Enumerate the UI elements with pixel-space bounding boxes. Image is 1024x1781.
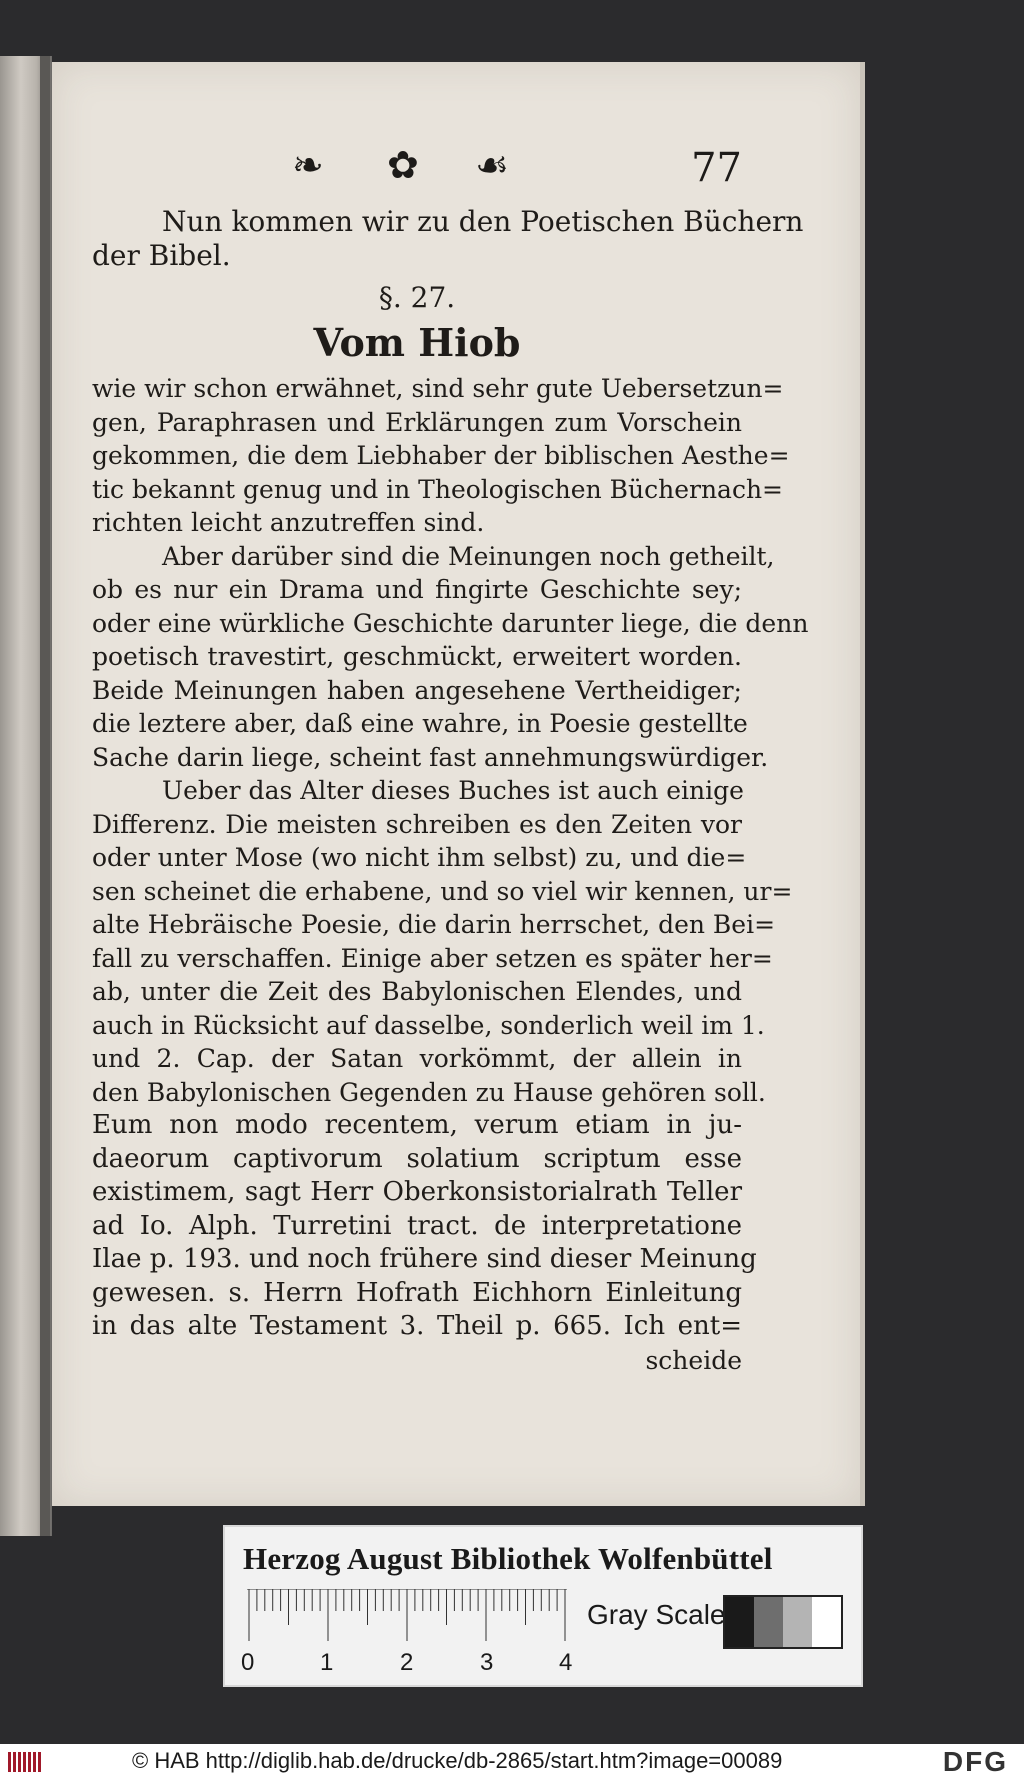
text-line: tic bekannt genug und in Theologischen Büchernach= xyxy=(92,474,784,504)
ruler-label: 4 xyxy=(559,1649,573,1676)
gray-scale-label: Gray Scale xyxy=(587,1599,726,1630)
gray-swatch xyxy=(754,1597,783,1647)
text-line: existimem, sagt Herr Oberkonsistorialrath Teller xyxy=(92,1177,742,1207)
text-line: richten leicht anzutreffen sind. xyxy=(92,508,485,537)
text-line: alte Hebräische Poesie, die darin herrschet, den Bei= xyxy=(92,910,776,939)
ruler-label: 3 xyxy=(480,1649,494,1676)
text-line: oder eine würkliche Geschichte darunter liege, die denn xyxy=(92,608,809,638)
page-text xyxy=(92,135,809,1377)
hab-logo-icon xyxy=(6,1748,46,1776)
text-line: Sache darin liege, scheint fast annehmungswürdiger. xyxy=(92,742,769,772)
library-title: Herzog August Bibliothek Wolfenbüttel xyxy=(243,1541,773,1576)
gray-swatch xyxy=(812,1597,841,1647)
text-line: den Babylonischen Gegenden zu Hause gehören soll. xyxy=(92,1077,766,1107)
copyright-link[interactable]: © HAB http://diglib.hab.de/drucke/db-2865/start.htm?image=00089 xyxy=(132,1748,783,1773)
paragraph-1 xyxy=(92,372,790,540)
text-line: Eum non modo recentem, verum etiam in ju- xyxy=(92,1110,742,1140)
text-line: ad Io. Alph. Turretini tract. de interpretatione xyxy=(92,1210,742,1241)
text-line: Aber darüber sind die Meinungen noch getheilt, xyxy=(162,541,775,571)
text-line: wie wir schon erwähnet, sind sehr gute Uebersetzun= xyxy=(92,374,784,403)
text-line: Ilae p. 193. und noch frühere sind dieser Meinung xyxy=(92,1244,757,1274)
text-line: Ueber das Alter dieses Buches ist auch einige xyxy=(162,776,744,805)
ruler-scale xyxy=(247,1589,567,1643)
text-line: gekommen, die dem Liebhaber der biblischen Aesthe= xyxy=(92,441,790,470)
ornament-icon: ❧ xyxy=(292,143,324,187)
section-number: §. 27. xyxy=(378,281,456,314)
text-line: und 2. Cap. der Satan vorkömmt, der allein in xyxy=(92,1044,742,1073)
text-line: ab, unter die Zeit des Babylonischen Elendes, und xyxy=(92,977,742,1006)
ruler-label: 2 xyxy=(400,1649,414,1676)
text-line: auch in Rücksicht auf dasselbe, sonderlich weil im 1. xyxy=(92,1010,765,1040)
text-line: Beide Meinungen haben angesehene Vertheidiger; xyxy=(92,675,742,705)
text-line: oder unter Mose (wo nicht ihm selbst) zu, und die= xyxy=(92,843,747,872)
ornament-icon: ☙ xyxy=(475,143,510,187)
text-line: Differenz. Die meisten schreiben es den Zeiten vor xyxy=(92,809,742,839)
ruler-label: 0 xyxy=(241,1649,255,1676)
latin-quote xyxy=(92,1109,757,1344)
text-line: gewesen. s. Herrn Hofrath Eichhorn Einleitung xyxy=(92,1277,742,1308)
text-line: gen, Paraphrasen und Erklärungen zum Vorschein xyxy=(92,407,742,437)
intro-line: der Bibel. xyxy=(92,238,231,272)
gray-swatch xyxy=(725,1597,754,1647)
page-header xyxy=(92,135,742,205)
page-number: 77 xyxy=(691,145,742,191)
footer-bar xyxy=(0,1744,1024,1781)
intro-line: Nun kommen wir zu den Poetischen Büchern xyxy=(162,205,804,238)
ornament-icon: ✿ xyxy=(387,143,419,187)
text-line: daeorum captivorum solatium scriptum esse xyxy=(92,1143,742,1174)
paragraph-2 xyxy=(92,540,809,775)
text-line: poetisch travestirt, geschmückt, erweitert worden. xyxy=(92,642,742,671)
gray-scale-swatches xyxy=(723,1595,843,1649)
text-line: in das alte Testament 3. Theil p. 665. Ich ent= xyxy=(92,1311,742,1341)
text-line: die leztere aber, daß eine wahre, in Poesie gestellte xyxy=(92,709,748,738)
paragraph-3 xyxy=(92,774,793,1109)
section-title: Vom Hiob xyxy=(313,320,521,365)
book-spine-edge xyxy=(40,56,50,1536)
text-line: fall zu verschaffen. Einige aber setzen es später her= xyxy=(92,943,773,973)
text-line: ob es nur ein Drama und fingirte Geschichte sey; xyxy=(92,575,742,604)
page-edge xyxy=(860,62,865,1506)
gray-swatch xyxy=(783,1597,812,1647)
library-color-bar xyxy=(223,1525,863,1687)
dfg-logo: DFG xyxy=(942,1746,1008,1777)
text-line: sen scheinet die erhabene, und so viel wir kennen, ur= xyxy=(92,876,793,906)
catchword: scheide xyxy=(645,1345,742,1375)
ruler-label: 1 xyxy=(320,1649,334,1676)
